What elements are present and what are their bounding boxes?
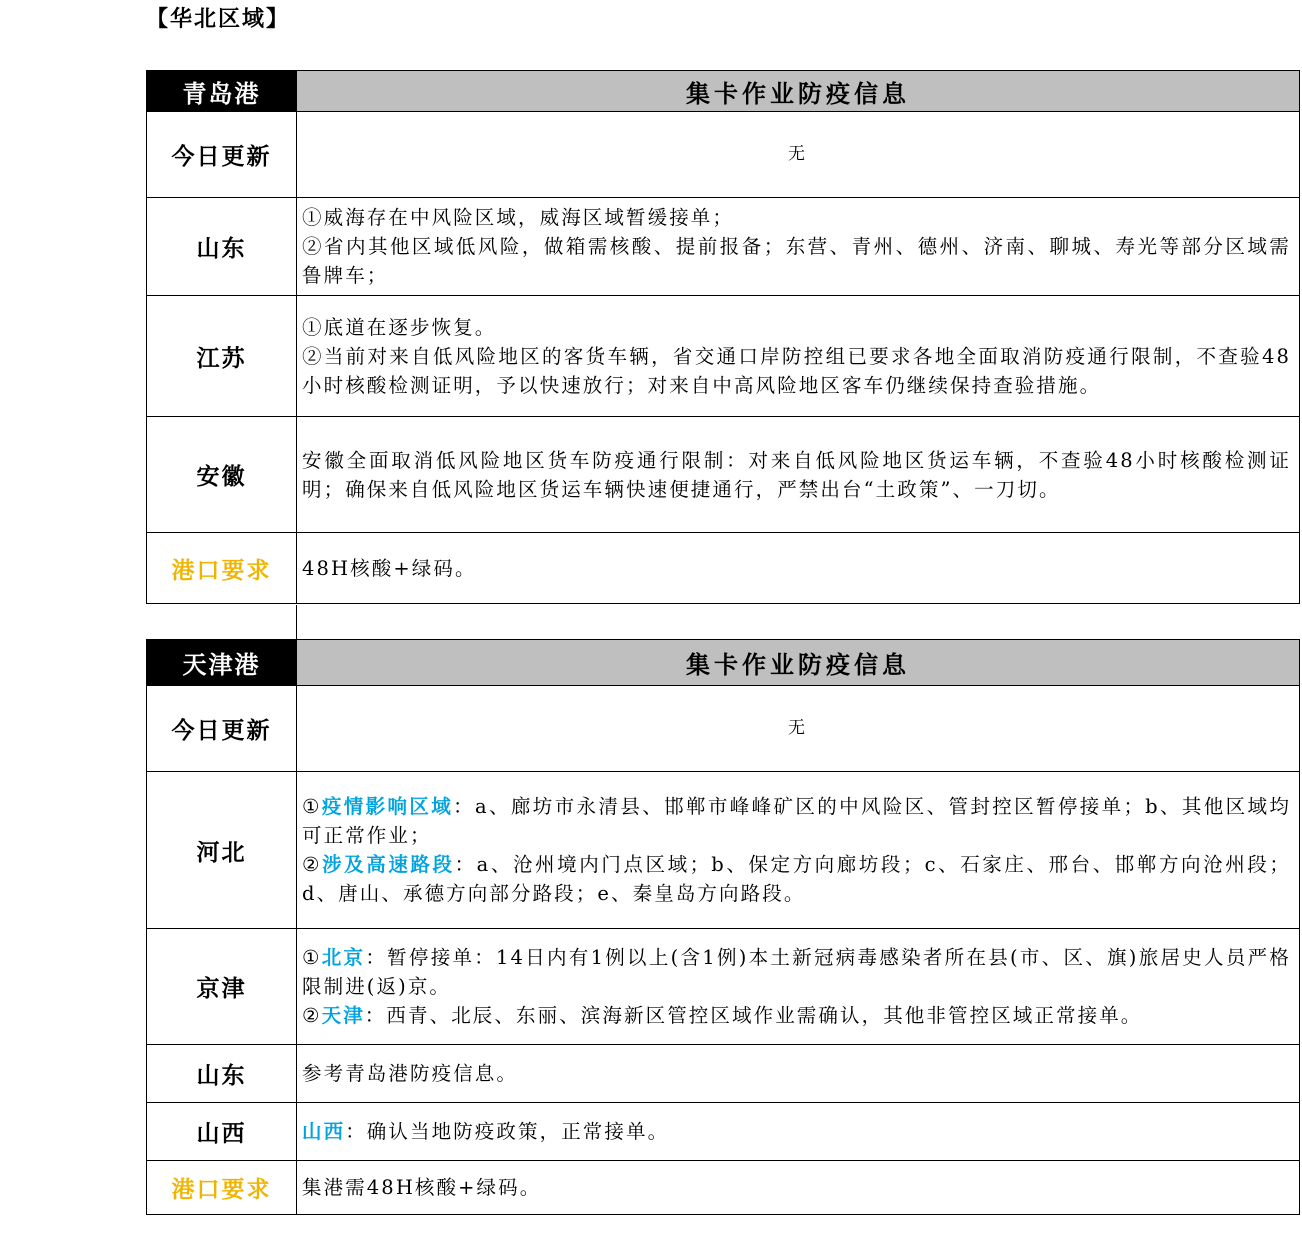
row-label-jingjin: 京津 [147,929,297,1045]
content-text: ② [302,853,323,876]
row-content [297,1045,1300,1103]
qingdao-table [146,70,1300,604]
table-row [147,198,1300,296]
content-text: 安徽全面取消低风险地区货车防疫通行限制：对来自低风险地区货运车辆，不查验48小时核酸检测证明；确保来自低风险地区货运车辆快速便捷通行，严禁出台“土政策”、一刀切。 [302,448,1291,501]
row-content [297,112,1300,198]
content-line [302,1173,1291,1202]
table-row [147,417,1300,533]
content-line [302,1117,1291,1146]
content-text: 48H核酸+绿码。 [302,556,477,580]
content-line [302,313,1291,342]
content-line [302,714,1291,743]
port-name: 天津港 [147,640,297,686]
content-text: 无 [788,718,805,738]
content-line [302,446,1291,504]
content-text: ② [302,1004,322,1027]
content-text: ：a、廊坊市永清县、邯郸市峰峰矿区的中风险区、管封控区暂停接单；b、其他区域均可正常作业； [302,795,1291,847]
content-line [302,140,1291,169]
content-text: ①威海存在中风险区域，威海区域暂缓接单； [302,206,735,229]
highlight-text: 山西 [302,1120,346,1143]
divider [296,605,297,639]
table-header-row [147,640,1300,686]
row-content [297,1161,1300,1215]
content-text: ：a、沧州境内门点区域；b、保定方向廊坊段；c、石家庄、邢台、邯郸方向沧州段；d、唐山、承德方向部分路段；e、秦皇岛方向路段。 [302,853,1291,905]
content-line [302,342,1291,400]
content-text: ②省内其他区域低风险，做箱需核酸、提前报备；东营、青州、德州、济南、聊城、寿光等部分区域需鲁牌车； [302,235,1291,287]
table-row [147,1161,1300,1215]
row-content [297,417,1300,533]
table-title: 集卡作业防疫信息 [297,71,1300,112]
row-label-today-update: 今日更新 [147,112,297,198]
content-text: 集港需48H核酸+绿码。 [302,1176,542,1199]
row-content [297,533,1300,604]
table-row [147,686,1300,772]
table-row [147,1103,1300,1161]
content-line [302,943,1291,1001]
table-row [147,929,1300,1045]
port-name: 青岛港 [147,71,297,112]
content-line [302,1001,1291,1030]
content-text: ①底道在逐步恢复。 [302,315,497,339]
table-row [147,296,1300,417]
table-row [147,533,1300,604]
row-label-port-requirement: 港口要求 [147,1161,297,1215]
content-text: ②当前对来自低风险地区的客货车辆，省交通口岸防控组已要求各地全面取消防疫通行限制，不查验48小时核酸检测证明，予以快速放行；对来自中高风险地区客车仍继续保持查验措施。 [302,344,1291,397]
row-content [297,686,1300,772]
row-label-today-update: 今日更新 [147,686,297,772]
content-text: ：确认当地防疫政策，正常接单。 [345,1120,670,1143]
region-title: 【华北区域】 [146,6,291,32]
row-content [297,198,1300,296]
row-label-shandong: 山东 [147,1045,297,1103]
tianjin-table [146,639,1300,1215]
row-content [297,1103,1300,1161]
table-row [147,112,1300,198]
table-header-row [147,71,1300,112]
content-text: ：西青、北辰、东丽、滨海新区管控区域作业需确认，其他非管控区域正常接单。 [364,1004,1143,1027]
row-label-port-requirement: 港口要求 [147,533,297,604]
highlight-text: 北京 [321,946,366,969]
content-text: 参考青岛港防疫信息。 [302,1062,519,1085]
highlight-text: 疫情影响区域 [321,795,454,818]
row-label-jiangsu: 江苏 [147,296,297,417]
content-text: 无 [788,144,805,164]
content-line [302,1059,1291,1088]
content-text: ：暂停接单：14日内有1例以上(含1例)本土新冠病毒感染者所在县(市、区、旗)旅居史人员严格限制进(返)京。 [302,946,1291,998]
highlight-text: 涉及高速路段 [322,853,455,876]
row-label-shanxi: 山西 [147,1103,297,1161]
content-line [302,554,1291,583]
row-label-shandong: 山东 [147,198,297,296]
row-label-anhui: 安徽 [147,417,297,533]
row-label-hebei: 河北 [147,772,297,929]
row-content [297,772,1300,929]
highlight-text: 天津 [321,1004,365,1027]
content-text: ① [302,795,322,818]
table-title: 集卡作业防疫信息 [297,640,1300,686]
content-line [302,792,1291,850]
table-row [147,1045,1300,1103]
content-text: ① [302,946,322,969]
content-line [302,203,1291,232]
table-row [147,772,1300,929]
content-line [302,850,1291,908]
content-line [302,232,1291,290]
row-content [297,929,1300,1045]
row-content [297,296,1300,417]
